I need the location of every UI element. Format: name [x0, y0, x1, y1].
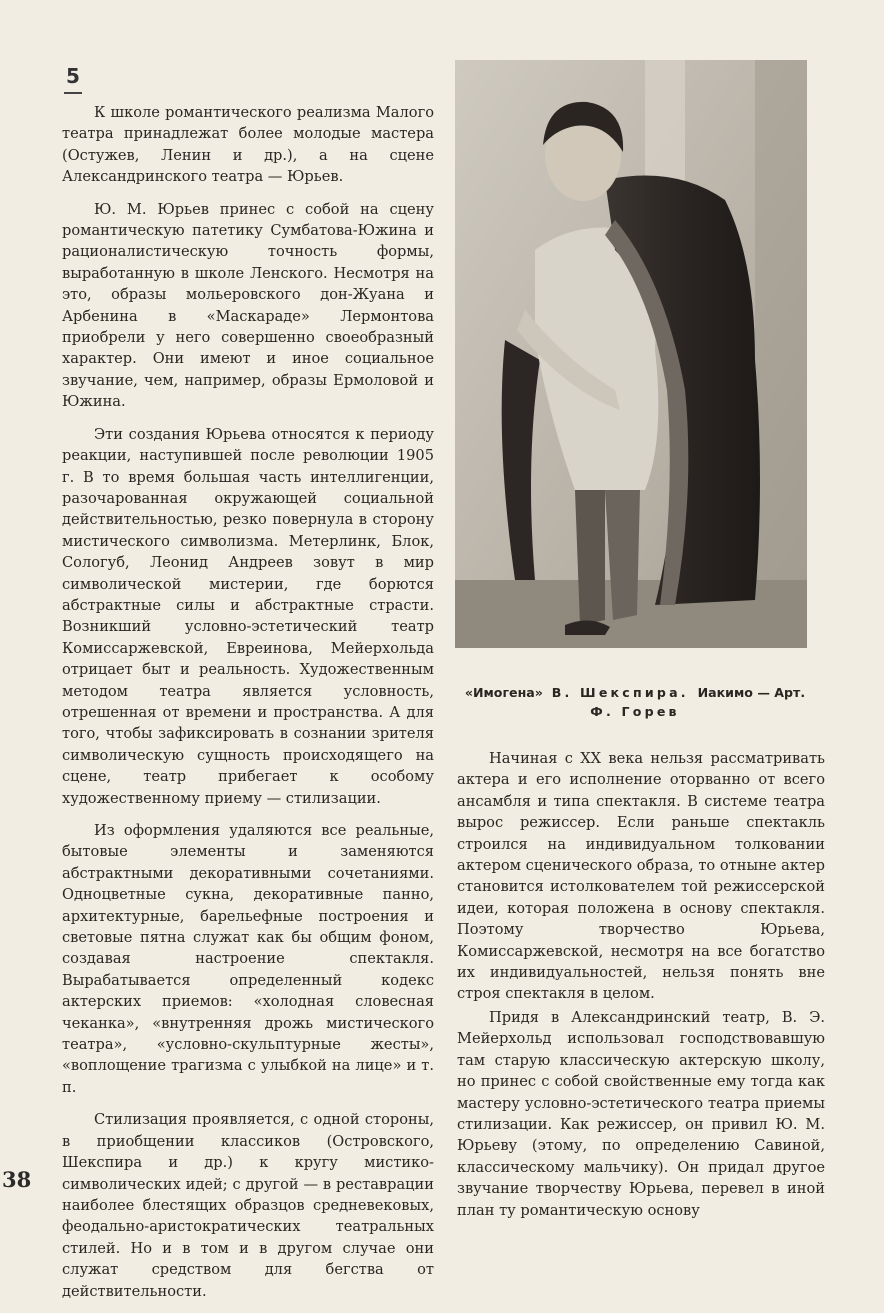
actor-photo-illustration [455, 60, 807, 648]
caption-author: В. Шекспира. [551, 685, 689, 700]
left-text-column [62, 102, 434, 1313]
actor-photograph [455, 60, 807, 648]
right-text-column [457, 748, 825, 1223]
caption-actor: Ф. Горев [590, 704, 680, 719]
corner-number: 5 [66, 64, 80, 88]
caption-play-title: «Имогена» [464, 685, 543, 700]
left-paragraph-1: К школе романтического реализма Малого театра принадлежат более молодые мастера (Остужев, Ленин и др.), а на сцене Александринского театра — Юрьев. [62, 104, 434, 186]
left-paragraph-3: Эти создания Юрьева относятся к периоду реакции, наступившей после революции 1905 г. В то время большая часть интеллигенции, разочарованная окружающей социальной действительностью, резко повернула в сторону мистического символизма. Метерлинк, Блок, Сологуб, Леонид Андреев зовут в мир символической мистерии, где борются абстрактные силы и абстрактные страсти. Возникший условно-эстетический театр Комиссаржевской, Евреинова, Мейерхольда отрицает быт и реальность. Художественным методом театра является условность, отрешенная от времени и пространства. А для того, чтобы зафиксировать в сознании зрителя символическую сущность происходящего на сцене, театр прибегает к особому художественному приему — стилизации. [62, 425, 434, 807]
page-number: 38 [2, 1167, 32, 1192]
left-paragraph-4: Из оформления удаляются все реальные, бытовые элементы и заменяются абстрактными декоративными сочетаниями. Одноцветные сукна, декоративные панно, архитектурные, барельефные построения и световые пятна служат как бы общим фоном, создавая настроение спектакля. Вырабатывается определенный кодекс актерских приемов: «холодная словесная чеканка», «внутренняя дрожь мистического театра», «условно-скульптурные жесты», «воплощение трагизма с улыбкой на лице» и т. п. [62, 822, 434, 1096]
left-paragraph-5: Стилизация проявляется, с одной стороны, в приобщении классиков (Островского, Шекспира и др.) к кругу мистико-символических идей; с другой — в реставрации наиболее блестящих образцов средневековых, феодально-аристократических театральных стилей. Но и в том и в другом случае они служат средством для бегства от действительности. [62, 1111, 434, 1300]
right-paragraph-1: Начиная с XX века нельзя рассматривать актера и его исполнение оторванно от всего ансамбля и типа спектакля. В системе театра вырос режиссер. Если раньше спектакль строился на индивидуальном толковании актером сценического образа, то отныне актер становится истолкователем той режиссерской идеи, которая положена в основу спектакля. Поэтому творчество Юрьева, Комиссаржевской, несмотря на все богатство их индивидуальностей, нельзя понять вне строя спектакля в целом. [457, 750, 825, 1003]
caption-role: Иакимо — Арт. [697, 685, 806, 700]
left-paragraph-2: Ю. М. Юрьев принес с собой на сцену романтическую патетику Сумбатова-Южина и рационалистическую точность формы, выработанную в школе Ленского. Несмотря на это, образы мольеровского дон-Жуана и Арбенина в «Маскараде» Лермонтова приобрели у него совершенно своеобразный характер. Они имеют и иное социальное звучание, чем, например, образы Ермоловой и Южина. [62, 200, 434, 411]
right-paragraph-2: Придя в Александринский театр, В. Э. Мейерхольд использовал господствовавшую там старую классическую актерскую школу, но принес с собой свойственные ему тогда как мастеру условно-эстетического театра приемы стилизации. Как режиссер, он привил Ю. М. Юрьеву (этому, по определению Савиной, классическому мальчику). Он придал другое звучание творчеству Юрьева, перевел в иной план ту романтическую основу [457, 1008, 825, 1219]
photo-caption [450, 683, 820, 721]
corner-underline [64, 92, 82, 94]
